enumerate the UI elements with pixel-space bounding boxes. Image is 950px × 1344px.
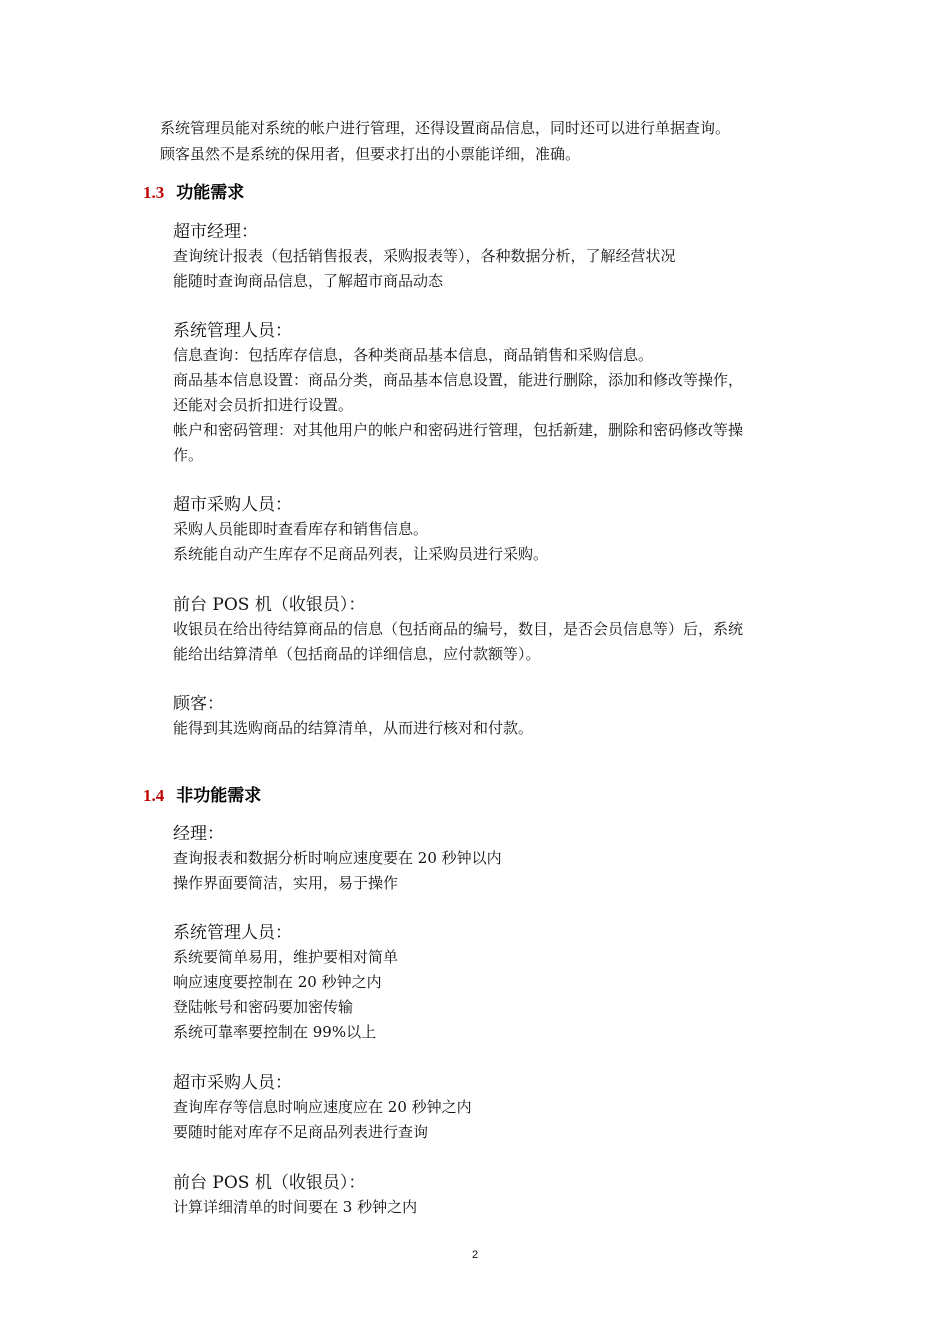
requirement-line: 系统可靠率要控制在 99%以上 <box>173 1023 377 1041</box>
requirement-group-system-admin <box>173 319 813 468</box>
role-title: 系统管理人员： <box>173 321 292 341</box>
section-heading-1-3 <box>143 181 244 205</box>
section-number: 1.3 <box>143 183 165 202</box>
role-title: 超市采购人员： <box>173 1073 292 1093</box>
requirement-group-pos-cashier <box>173 593 813 667</box>
requirement-line: 查询库存等信息时响应速度应在 20 秒钟之内 <box>173 1098 472 1116</box>
nonfunctional-group-pos-cashier <box>173 1171 813 1220</box>
requirement-line: 要随时能对库存不足商品列表进行查询 <box>173 1123 429 1141</box>
role-title: 系统管理人员： <box>173 923 292 943</box>
requirement-line: 响应速度要控制在 20 秒钟之内 <box>173 973 382 991</box>
section-title: 非功能需求 <box>176 786 262 806</box>
requirement-group-purchaser <box>173 493 813 567</box>
role-title: 顾客： <box>173 694 224 714</box>
requirement-group-supermarket-manager <box>173 220 813 294</box>
requirement-line: 作。 <box>173 446 204 464</box>
requirement-line: 查询统计报表（包括销售报表，采购报表等），各种数据分析，了解经营状况 <box>173 247 676 265</box>
requirement-line: 系统要简单易用，维护要相对简单 <box>173 948 399 966</box>
requirement-line: 系统能自动产生库存不足商品列表，让采购员进行采购。 <box>173 545 549 563</box>
nonfunctional-group-manager <box>173 822 813 896</box>
section-heading-1-4 <box>143 784 261 808</box>
intro-line: 顾客虽然不是系统的保用者，但要求打出的小票能详细，准确。 <box>160 145 581 163</box>
requirement-line: 收银员在给出待结算商品的信息（包括商品的编号，数目，是否会员信息等）后，系统 <box>173 620 744 638</box>
requirement-group-customer <box>173 692 813 741</box>
requirement-line: 帐户和密码管理：对其他用户的帐户和密码进行管理，包括新建，删除和密码修改等操 <box>173 421 744 439</box>
page-number: 2 <box>471 1249 479 1261</box>
nonfunctional-group-purchaser <box>173 1071 813 1145</box>
nonfunctional-group-system-admin <box>173 921 813 1045</box>
requirement-line: 能随时查询商品信息，了解超市商品动态 <box>173 272 444 290</box>
role-title: 前台 POS 机（收银员）： <box>173 595 366 615</box>
intro-line: 系统管理员能对系统的帐户进行管理，还得设置商品信息，同时还可以进行单据查询。 <box>160 119 731 137</box>
requirement-line: 操作界面要简洁，实用，易于操作 <box>173 874 399 892</box>
requirement-line: 采购人员能即时查看库存和销售信息。 <box>173 520 429 538</box>
role-title: 超市采购人员： <box>173 495 292 515</box>
requirement-line: 商品基本信息设置：商品分类，商品基本信息设置，能进行删除，添加和修改等操作， <box>173 371 744 389</box>
section-title: 功能需求 <box>176 183 245 203</box>
role-title: 超市经理： <box>173 222 258 242</box>
requirement-line: 能得到其选购商品的结算清单，从而进行核对和付款。 <box>173 719 534 737</box>
role-title: 经理： <box>173 824 224 844</box>
section-number: 1.4 <box>143 786 165 805</box>
requirement-line: 信息查询：包括库存信息，各种类商品基本信息，商品销售和采购信息。 <box>173 346 654 364</box>
requirement-line: 登陆帐号和密码要加密传输 <box>173 998 354 1016</box>
requirement-line: 查询报表和数据分析时响应速度要在 20 秒钟以内 <box>173 849 502 867</box>
intro-paragraph <box>160 115 820 167</box>
requirement-line: 计算详细清单的时间要在 3 秒钟之内 <box>173 1198 418 1216</box>
requirement-line: 能给出结算清单（包括商品的详细信息，应付款额等）。 <box>173 645 541 663</box>
requirement-line: 还能对会员折扣进行设置。 <box>173 396 354 414</box>
role-title: 前台 POS 机（收银员）： <box>173 1173 366 1193</box>
